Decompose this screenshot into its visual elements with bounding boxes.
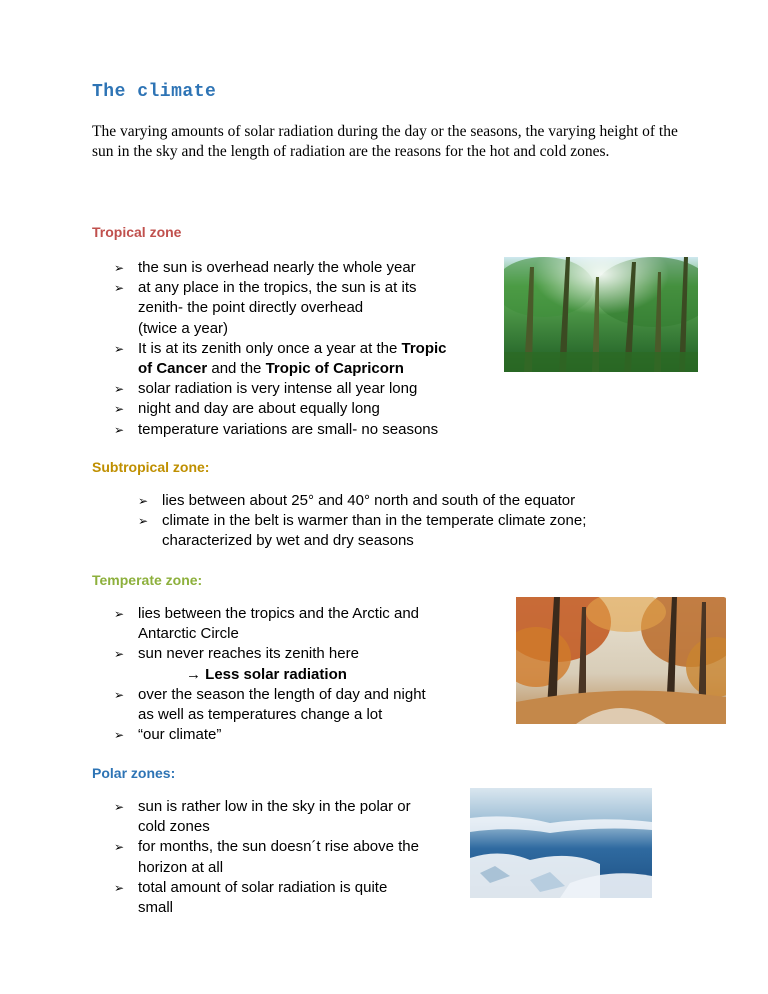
intro-paragraph: The varying amounts of solar radiation during the day or the seasons, the varying height of the sun in the sky and the length of radiation are the reasons for the hot and cold zones.: [92, 123, 678, 160]
arrow-bullet-icon: ➢: [114, 647, 125, 662]
arrow-bullet-icon: ➢: [114, 261, 125, 275]
arrow-bullet-icon: ➢: [114, 840, 125, 855]
list-item: ➢ climate in the belt is warmer than in the temperate climate zone; characterized by wet and dry seasons: [138, 512, 587, 550]
list-item: ➢ over the season the length of day and night as well as temperatures change a lot: [114, 685, 426, 724]
arrow-bullet-icon: ➢: [138, 494, 149, 508]
arrow-bullet-icon: ➢: [114, 728, 125, 743]
list-item: ➢ the sun is overhead nearly the whole year: [114, 258, 484, 278]
list-item: ➢ It is at its zenith only once a year at the Tropic of Cancer and the Tropic of Capricorn: [114, 339, 447, 378]
arrow-bullet-icon: ➢: [114, 800, 125, 814]
arrow-bullet-icon: ➢: [114, 880, 125, 895]
arrow-bullet-icon: ➢: [114, 341, 125, 356]
rainforest-photo: [504, 257, 698, 372]
list-item: ➢ sun is rather low in the sky in the polar or cold zones: [114, 798, 411, 836]
list-item: ➢ night and day are about equally long: [114, 399, 484, 419]
arrow-bullet-icon: ➢: [114, 382, 125, 397]
polar-ice-photo: [470, 788, 652, 898]
list-item: ➢ sun never reaches its zenith here: [114, 644, 494, 664]
arrow-bullet-icon: ➢: [138, 514, 149, 529]
list-item: ➢ for months, the sun doesn´t rise above the horizon at all: [114, 838, 419, 876]
list-item: ➢ solar radiation is very intense all year long: [114, 379, 484, 399]
list-item: ➢ lies between the tropics and the Arctic and Antarctic Circle: [114, 605, 420, 643]
tropical-zone-heading: Tropical zone: [92, 224, 182, 240]
subtropical-zone-list: [138, 491, 698, 552]
arrow-bullet-icon: ➢: [114, 281, 125, 296]
list-item: ➢ “our climate”: [114, 725, 494, 745]
autumn-forest-photo: [516, 597, 726, 724]
list-item: ➢ at any place in the tropics, the sun is at its zenith- the point directly overhead (twice a year): [114, 279, 417, 337]
polar-zones-list: [114, 797, 494, 918]
tropical-zone-list: [114, 258, 484, 440]
arrow-bullet-icon: ➢: [114, 402, 125, 417]
temperate-zone-heading: Temperate zone:: [92, 572, 203, 588]
list-item: ➢ total amount of solar radiation is quite small: [114, 878, 388, 917]
list-item: ➢ temperature variations are small- no seasons: [114, 420, 484, 440]
list-item: ➢ lies between about 25° and 40° north and south of the equator: [138, 491, 698, 511]
arrow-bullet-icon: ➢: [114, 687, 125, 702]
arrow-bullet-icon: ➢: [114, 422, 125, 437]
right-arrow-icon: →: [186, 665, 201, 683]
subtropical-zone-heading: Subtropical zone:: [92, 459, 210, 475]
arrow-bullet-icon: ➢: [114, 607, 125, 621]
page-title: The climate: [92, 82, 217, 102]
polar-zones-heading: Polar zones:: [92, 765, 176, 781]
arrow-note: → Less solar radiation: [186, 665, 347, 683]
temperate-zone-list: [114, 604, 494, 745]
